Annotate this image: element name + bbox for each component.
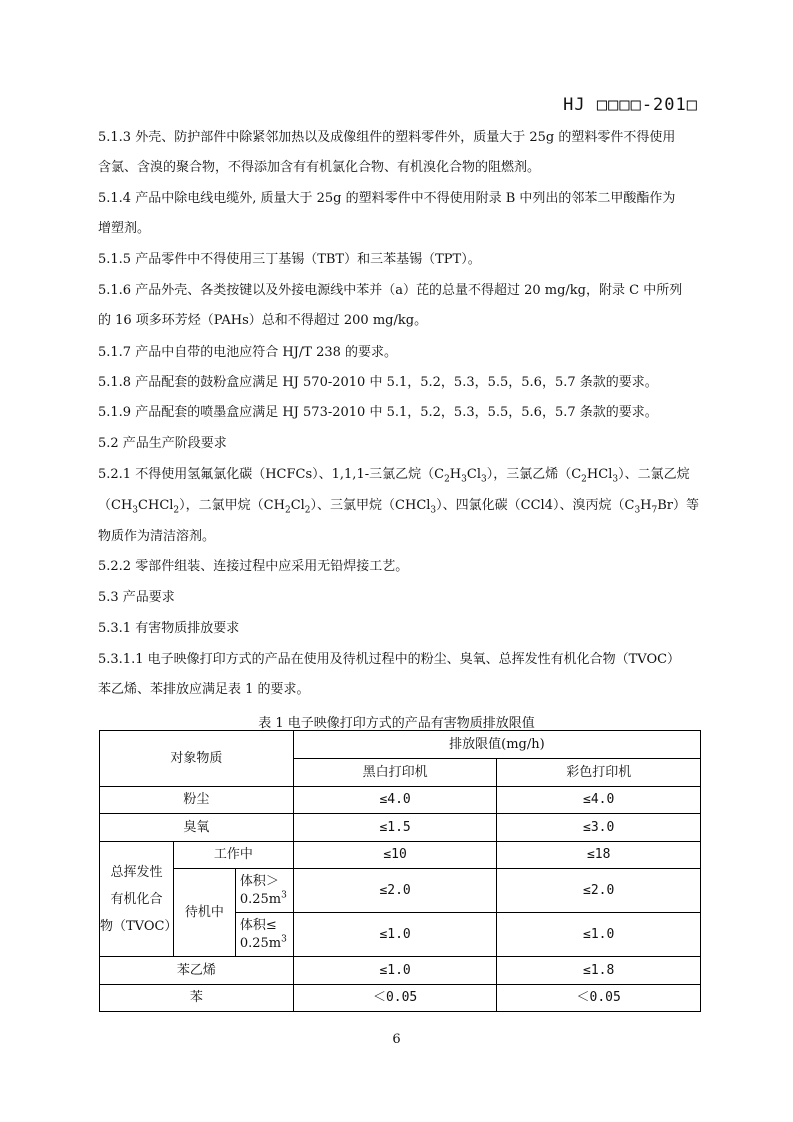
dust-color-value: ≤4.0	[497, 787, 701, 814]
clause-5-3-1-1-line1: 5.3.1.1 电子映像打印方式的产品在使用及待机过程中的粉尘、臭氧、总挥发性有机化合物（TVOC）	[98, 652, 681, 667]
section-5-2-heading: 5.2 产品生产阶段要求	[98, 436, 227, 451]
header-emission-limit: 排放限值(mg/h)	[293, 731, 700, 759]
working-bw-value: ≤10	[293, 842, 497, 869]
standby-le-bw-value: ≤1.0	[293, 913, 497, 957]
clause-5-2-1-line1: 5.2.1 不得使用氢氟氯化碳（HCFCs）、1,1,1-三氯乙烷$(C_2H_3Cl_3)$，三氯乙烯$(C_2HCl_3)$、二氯乙烷	[98, 467, 690, 485]
row-label-styrene: 苯乙烯	[100, 957, 294, 985]
section-5-3-heading: 5.3 产品要求	[98, 590, 175, 605]
clause-5-1-3-line1: 5.1.3 外壳、防护部件中除紧邻加热以及成像组件的塑料零件外，质量大于 25g 的塑料零件不得使用	[98, 130, 676, 145]
row-label-volume-le: 体积≤ $0.25m^3$	[235, 913, 293, 957]
working-color-value: ≤18	[497, 842, 701, 869]
clause-5-3-1-1-line2: 苯乙烯、苯排放应满足表 1 的要求。	[98, 682, 310, 697]
table-row	[100, 957, 701, 985]
table-row	[100, 814, 701, 842]
header-color-printer: 彩色打印机	[497, 759, 701, 787]
standby-le-color-value: ≤1.0	[497, 913, 701, 957]
clause-5-1-5: 5.1.5 产品零件中不得使用三丁基锡（TBT）和三苯基锡（TPT）。	[98, 252, 481, 267]
clause-5-1-4-line1: 5.1.4 产品中除电线电缆外, 质量大于 25g 的塑料零件中不得使用附录 B 中列出的邻苯二甲酸酯作为	[98, 191, 676, 206]
table-row	[100, 842, 701, 869]
table-row	[100, 787, 701, 814]
clause-5-2-1-line2: $(CH_3CHCl_2)$，二氯甲烷$(CH_2Cl_2)$、三氯甲烷（CHCl$_3$）、四氯化碳（CCl4）、溴丙烷$(C_3H_7Br)$等	[98, 498, 700, 516]
row-label-volume-gt: 体积＞ $0.25m^3$	[235, 869, 293, 913]
clause-5-1-6-line1: 5.1.6 产品外壳、各类按键以及外接电源线中苯并（a）芘的总量不得超过 20 mg/kg，附录 C 中所列	[98, 283, 683, 298]
styrene-bw-value: ≤1.0	[293, 957, 497, 985]
standby-gt-color-value: ≤2.0	[497, 869, 701, 913]
row-label-working: 工作中	[173, 842, 293, 869]
standby-gt-bw-value: ≤2.0	[293, 869, 497, 913]
clause-5-2-1-line3: 物质作为清洁溶剂。	[98, 529, 216, 544]
ozone-color-value: ≤3.0	[497, 814, 701, 842]
standard-code-header: HJ □□□□-201□	[563, 95, 698, 115]
page-number: 6	[392, 1032, 401, 1047]
clause-5-1-4-line2: 增塑剂。	[98, 221, 151, 236]
header-subject: 对象物质	[100, 731, 294, 787]
row-label-standby: 待机中	[173, 869, 235, 957]
header-bw-printer: 黑白打印机	[293, 759, 497, 787]
clause-5-2-2: 5.2.2 零部件组装、连接过程中应采用无铅焊接工艺。	[98, 559, 409, 574]
clause-5-1-6-line2: 的 16 项多环芳烃（PAHs）总和不得超过 200 mg/kg。	[98, 313, 428, 328]
table-row	[100, 985, 701, 1012]
clause-5-1-9: 5.1.9 产品配套的喷墨盒应满足 HJ 573-2010 中 5.1，5.2，5.3，5.5，5.6，5.7 条款的要求。	[98, 405, 658, 420]
table-title: 表 1 电子映像打印方式的产品有害物质排放限值	[258, 716, 535, 731]
section-5-3-1-heading: 5.3.1 有害物质排放要求	[98, 621, 240, 636]
row-label-tvoc: 总挥发性 有机化合 物（TVOC）	[100, 842, 174, 957]
emission-limit-table	[99, 730, 701, 1012]
clause-5-1-3-line2: 含氯、含溴的聚合物，不得添加含有有机氯化合物、有机溴化合物的阻燃剂。	[98, 160, 541, 175]
clause-5-1-8: 5.1.8 产品配套的鼓粉盒应满足 HJ 570-2010 中 5.1，5.2，5.3，5.5，5.6，5.7 条款的要求。	[98, 375, 658, 390]
benzene-color-value: ＜0.05	[497, 985, 701, 1012]
row-label-benzene: 苯	[100, 985, 294, 1012]
table-row	[100, 869, 701, 913]
row-label-ozone: 臭氧	[100, 814, 294, 842]
row-label-dust: 粉尘	[100, 787, 294, 814]
benzene-bw-value: ＜0.05	[293, 985, 497, 1012]
styrene-color-value: ≤1.8	[497, 957, 701, 985]
dust-bw-value: ≤4.0	[293, 787, 497, 814]
ozone-bw-value: ≤1.5	[293, 814, 497, 842]
clause-5-1-7: 5.1.7 产品中自带的电池应符合 HJ/T 238 的要求。	[98, 345, 398, 360]
